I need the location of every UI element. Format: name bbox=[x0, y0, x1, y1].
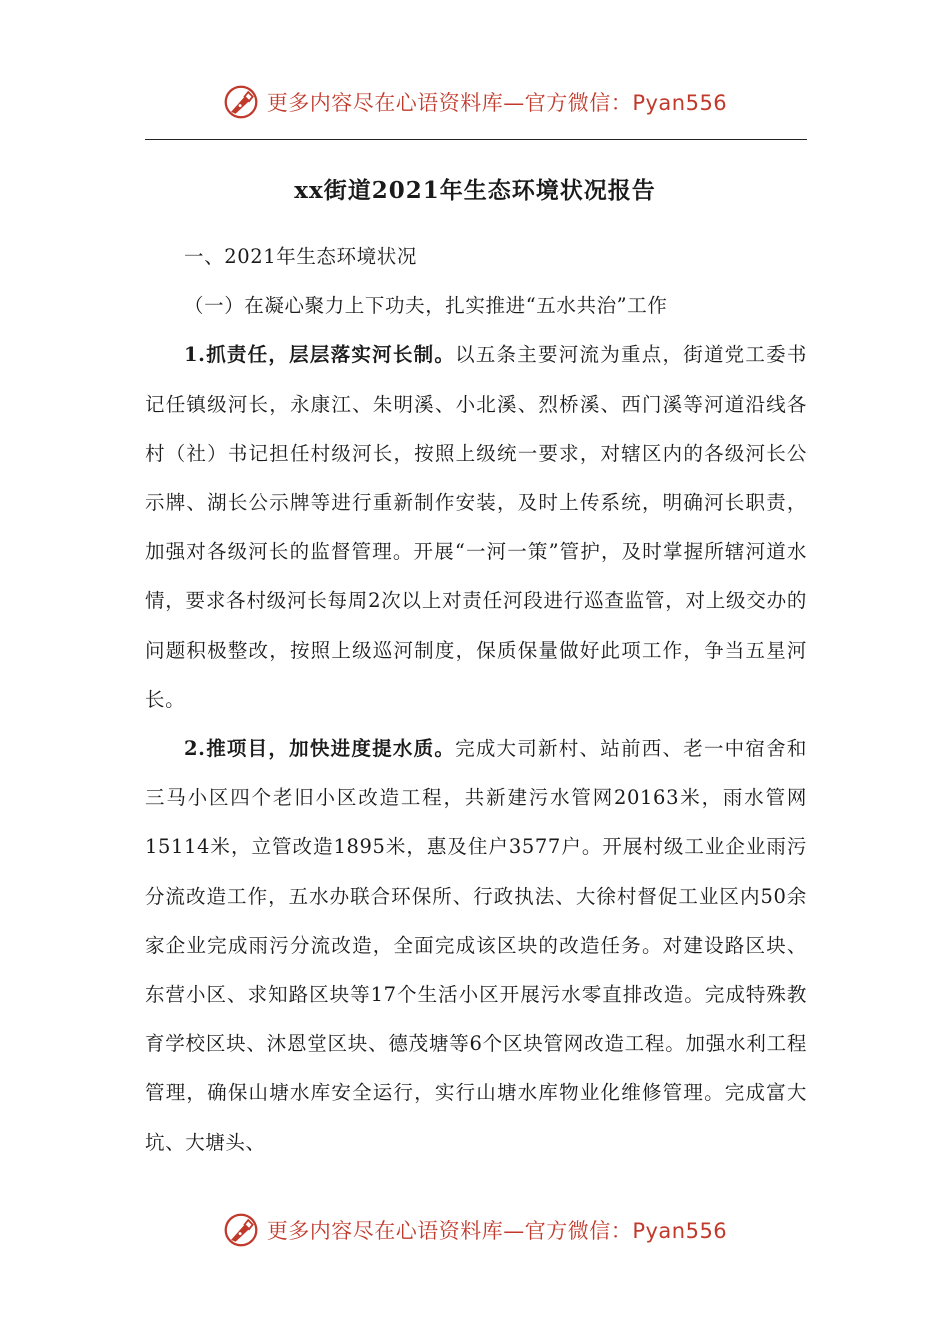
banner-slogan: 更多内容尽在心语资料库—官方微信： bbox=[266, 91, 633, 115]
paragraph-1-body: 以五条主要河流为重点，街道党工委书记任镇级河长，永康江、朱明溪、小北溪、烈桥溪、西门溪等河道沿线各村（社）书记担任村级河长，按照上级统一要求，对辖区内的各级河长公示牌、湖长公示牌等进行重新制作安装，及时上传系统，明确河长职责，加强对各级河长的监督管理。开展“一河一策”管护，及时掌握所辖河道水情，要求各村级河长每周2次以上对责任河段进行巡查监管，对上级交办的问题积极整改，按照上级巡河制度，保质保量做好此项工作，争当五星河长。 bbox=[145, 343, 808, 711]
header-banner bbox=[0, 80, 950, 124]
page-title: xx街道2021年生态环境状况报告 bbox=[294, 177, 656, 204]
pen-nib-logo-icon bbox=[223, 84, 259, 120]
banner-text bbox=[267, 87, 727, 117]
paragraph-2-lead: 2.推项目，加快进度提水质。 bbox=[184, 737, 456, 761]
banner-slogan: 更多内容尽在心语资料库—官方微信： bbox=[266, 1219, 633, 1243]
banner-wechat-id: Pyan556 bbox=[632, 1219, 728, 1243]
paragraph-1-lead: 1.抓责任，层层落实河长制。 bbox=[184, 343, 456, 367]
section-heading: 一、2021年生态环境状况 bbox=[184, 245, 417, 268]
footer-banner bbox=[0, 1208, 950, 1252]
banner-text bbox=[267, 1215, 727, 1245]
paragraph-2-body: 完成大司新村、站前西、老一中宿舍和三马小区四个老旧小区改造工程，共新建污水管网20163米，雨水管网15114米，立管改造1895米，惠及住户3577户。开展村级工业企业雨污分流改造工作，五水办联合环保所、行政执法、大徐村督促工业区内50余家企业完成雨污分流改造，全面完成该区块的改造任务。对建设路区块、东营小区、求知路区块等17个生活小区开展污水零直排改造。完成特殊教育学校区块、沐恩堂区块、德茂塘等6个区块管网改造工程。加强水利工程管理，确保山塘水库安全运行，实行山塘水库物业化维修管理。完成富大坑、大塘头、 bbox=[145, 737, 808, 1154]
document-body bbox=[145, 232, 807, 1167]
paragraph-2 bbox=[145, 724, 807, 1167]
subsection-heading: （一）在凝心聚力上下功夫，扎实推进“五水共治”工作 bbox=[184, 294, 668, 318]
header-divider bbox=[145, 139, 807, 140]
pen-nib-logo-icon bbox=[223, 1212, 259, 1248]
paragraph-1 bbox=[145, 330, 807, 724]
banner-wechat-id: Pyan556 bbox=[632, 91, 728, 115]
